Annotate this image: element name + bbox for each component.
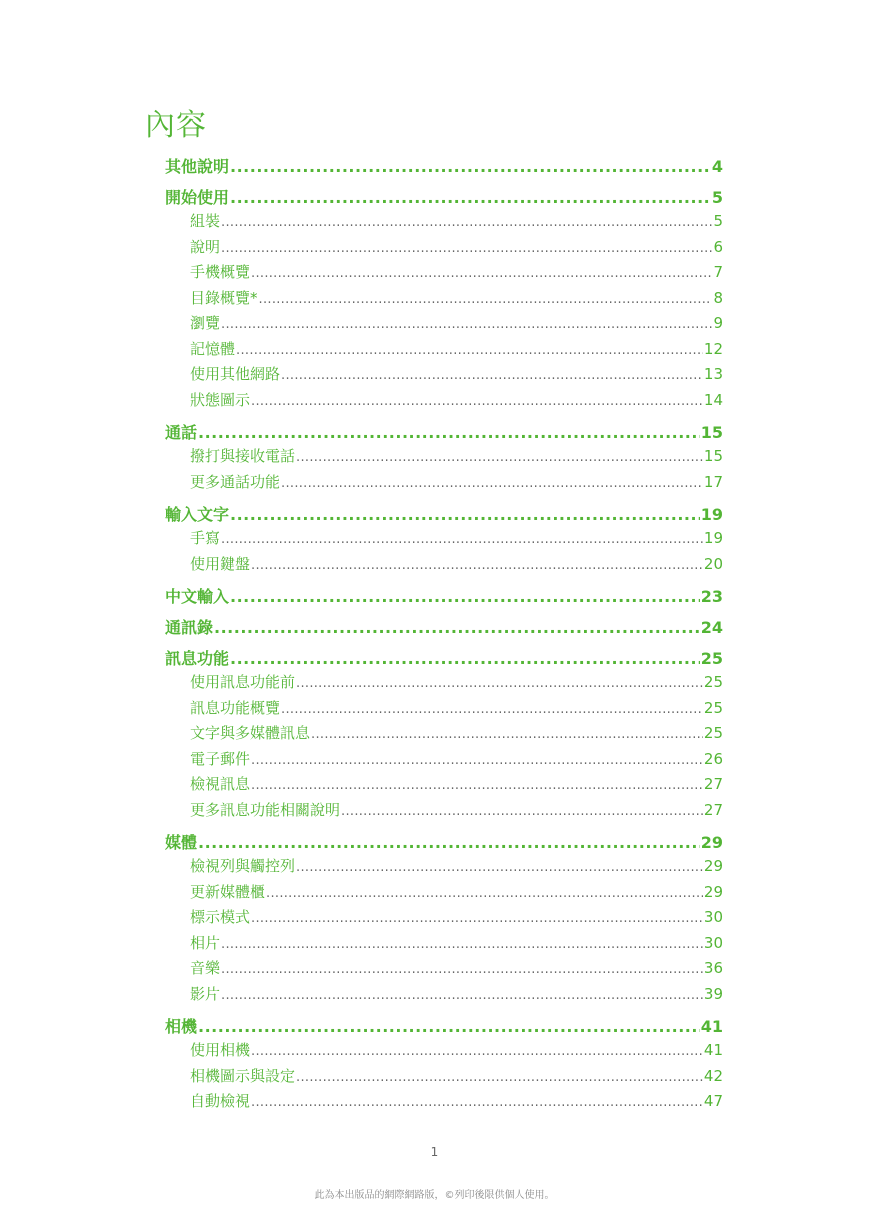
toc-subsection-entry[interactable]: [165, 748, 723, 774]
toc-section-entry[interactable]: [165, 1014, 723, 1039]
toc-subsection-title: 文字與多媒體訊息: [190, 724, 311, 742]
toc-subsection-page: 47: [703, 1092, 723, 1110]
toc-subsection-title: 使用訊息功能前: [190, 673, 296, 691]
toc-section-title: 開始使用: [165, 188, 230, 207]
toc-subsection-title: 更多通話功能: [190, 472, 281, 491]
toc-subsection-entry[interactable]: [165, 799, 723, 825]
toc-section-entry[interactable]: [165, 502, 723, 527]
dot-leader: [251, 1095, 703, 1110]
toc-subsection-title: 訊息功能概覽: [190, 698, 281, 717]
dot-leader: [251, 911, 703, 926]
dot-leader: [259, 292, 713, 307]
dot-leader: [198, 1017, 700, 1036]
toc-section-title: 相機: [165, 1017, 198, 1036]
toc-subsection-title: 影片: [190, 984, 221, 1003]
toc-section-page: 25: [700, 649, 723, 668]
toc-section-title: 通話: [165, 423, 198, 442]
toc-subsection-page: 39: [703, 984, 723, 1003]
toc-subsection-page: 36: [703, 959, 723, 977]
toc-subsection-page: 27: [703, 775, 723, 793]
toc-subsection-entry[interactable]: [165, 389, 723, 415]
toc-subsection-title: 更多訊息功能相關說明: [190, 800, 341, 819]
footer-note: 此為本出版品的網際網路版，©列印後限供個人使用。: [314, 1190, 555, 1201]
toc-section-entry[interactable]: [165, 420, 723, 445]
dot-leader: [214, 618, 700, 637]
toc-subsection-title: 記憶體: [190, 339, 236, 358]
dot-leader: [296, 676, 703, 691]
toc-subsection-title: 自動檢視: [190, 1092, 251, 1110]
toc-section-page: 19: [700, 505, 723, 524]
toc-subsection-page: 15: [703, 447, 723, 465]
dot-leader: [230, 505, 700, 524]
toc-subsection-entry[interactable]: [165, 697, 723, 723]
toc-subsection-entry[interactable]: [165, 671, 723, 697]
page-number: 1: [430, 1145, 439, 1159]
toc-subsection-entry[interactable]: [165, 236, 723, 262]
toc-subsection-entry[interactable]: [165, 1065, 723, 1091]
toc-section-page: 4: [711, 157, 723, 176]
toc-subsection-title: 瀏覽: [190, 314, 221, 332]
dot-leader: [230, 188, 711, 207]
toc-subsection-page: 12: [703, 339, 723, 358]
dot-leader: [266, 886, 703, 901]
toc-subsection-entry[interactable]: [165, 722, 723, 748]
toc-section-page: 23: [700, 587, 723, 606]
toc-subsection-title: 手寫: [190, 529, 221, 547]
dot-leader: [251, 778, 703, 793]
dot-leader: [251, 558, 703, 573]
toc-subsection-page: 13: [703, 365, 723, 383]
toc-section-title: 訊息功能: [165, 649, 230, 668]
toc-section-title: 其他說明: [165, 157, 230, 176]
toc-subsection-entry[interactable]: [165, 983, 723, 1009]
toc-subsection-entry[interactable]: [165, 471, 723, 497]
toc-subsection-title: 撥打與接收電話: [190, 447, 296, 465]
dot-leader: [251, 394, 703, 409]
dot-leader: [198, 423, 700, 442]
toc-subsection-title: 手機概覽: [190, 263, 251, 281]
toc-subsection-page: 41: [703, 1041, 723, 1059]
toc-subsection-page: 25: [703, 698, 723, 717]
dot-leader: [251, 753, 703, 768]
toc-subsection-entry[interactable]: [165, 363, 723, 389]
toc-subsection-entry[interactable]: [165, 855, 723, 881]
toc-subsection-page: 30: [703, 933, 723, 952]
toc-subsection-page: 29: [703, 857, 723, 875]
toc-section-page: 15: [700, 423, 723, 442]
dot-leader: [230, 587, 700, 606]
toc-subsection-page: 9: [713, 314, 723, 332]
toc-section-page: 24: [700, 618, 723, 637]
toc-subsection-title: 更新媒體櫃: [190, 882, 266, 901]
dot-leader: [230, 157, 711, 176]
toc-subsection-title: 使用其他網路: [190, 365, 281, 383]
dot-leader: [230, 649, 700, 668]
toc-subsection-title: 說明: [190, 237, 221, 256]
dot-leader: [311, 727, 703, 742]
dot-leader: [341, 804, 703, 819]
toc-section-page: 5: [711, 188, 723, 207]
toc-subsection-entry[interactable]: [165, 773, 723, 799]
toc-section-title: 中文輸入: [165, 587, 230, 606]
toc-subsection-page: 27: [703, 800, 723, 819]
toc-section-title: 媒體: [165, 833, 198, 852]
toc-subsection-page: 42: [703, 1066, 723, 1085]
toc-subsection-page: 19: [703, 529, 723, 547]
toc-section-entry[interactable]: [165, 646, 723, 671]
toc-section-entry[interactable]: [165, 185, 723, 210]
toc-subsection-entry[interactable]: [165, 957, 723, 983]
toc-subsection-title: 音樂: [190, 959, 221, 977]
dot-leader: [281, 702, 703, 717]
toc-subsection-entry[interactable]: [165, 1039, 723, 1065]
toc-subsection-entry[interactable]: [165, 906, 723, 932]
toc-subsection-entry[interactable]: [165, 210, 723, 236]
dot-leader: [221, 532, 703, 547]
toc-subsection-title: 相機圖示與設定: [190, 1066, 296, 1085]
toc-subsection-page: 5: [713, 212, 723, 230]
toc-subsection-title: 使用相機: [190, 1041, 251, 1059]
toc-subsection-entry[interactable]: [165, 287, 723, 313]
toc-subsection-entry[interactable]: [165, 881, 723, 907]
toc-section-page: 29: [700, 833, 723, 852]
toc-subsection-page: 7: [713, 263, 723, 281]
toc-subsection-entry[interactable]: [165, 312, 723, 338]
dot-leader: [296, 1070, 703, 1085]
toc-subsection-page: 25: [703, 724, 723, 742]
toc-section-entry[interactable]: [165, 615, 723, 640]
dot-leader: [221, 241, 712, 256]
dot-leader: [221, 215, 712, 230]
toc-section-entry[interactable]: [165, 830, 723, 855]
page-title: 內容: [145, 108, 207, 144]
dot-leader: [251, 1044, 703, 1059]
dot-leader: [281, 368, 703, 383]
dot-leader: [221, 988, 703, 1003]
toc-subsection-title: 相片: [190, 933, 221, 952]
table-of-contents: [165, 154, 723, 1116]
toc-subsection-entry[interactable]: [165, 1090, 723, 1116]
toc-subsection-title: 組裝: [190, 212, 221, 230]
toc-section-title: 輸入文字: [165, 505, 230, 524]
toc-subsection-entry[interactable]: [165, 527, 723, 553]
dot-leader: [281, 476, 703, 491]
toc-subsection-entry[interactable]: [165, 445, 723, 471]
toc-subsection-title: 檢視列與觸控列: [190, 857, 296, 875]
toc-subsection-page: 25: [703, 673, 723, 691]
toc-section-entry[interactable]: [165, 584, 723, 609]
dot-leader: [221, 317, 712, 332]
toc-subsection-page: 20: [703, 554, 723, 573]
dot-leader: [236, 343, 703, 358]
dot-leader: [221, 962, 703, 977]
toc-section-entry[interactable]: [165, 154, 723, 179]
toc-section-page: 41: [700, 1017, 723, 1036]
dot-leader: [251, 266, 712, 281]
toc-subsection-page: 6: [713, 237, 723, 256]
toc-subsection-page: 26: [703, 749, 723, 768]
toc-subsection-title: 檢視訊息: [190, 775, 251, 793]
toc-subsection-title: 使用鍵盤: [190, 554, 251, 573]
toc-subsection-title: 目錄概覽*: [190, 288, 258, 307]
dot-leader: [296, 450, 703, 465]
toc-subsection-entry[interactable]: [165, 261, 723, 287]
toc-subsection-entry[interactable]: [165, 932, 723, 958]
toc-subsection-title: 狀態圖示: [190, 390, 251, 409]
dot-leader: [221, 937, 703, 952]
toc-subsection-entry[interactable]: [165, 553, 723, 579]
toc-subsection-page: 30: [703, 908, 723, 926]
toc-subsection-title: 標示模式: [190, 908, 251, 926]
toc-subsection-title: 電子郵件: [190, 749, 251, 768]
dot-leader: [198, 833, 700, 852]
toc-section-title: 通訊錄: [165, 618, 214, 637]
toc-subsection-page: 14: [703, 390, 723, 409]
toc-subsection-page: 29: [703, 882, 723, 901]
toc-subsection-page: 17: [703, 472, 723, 491]
dot-leader: [296, 860, 703, 875]
toc-subsection-entry[interactable]: [165, 338, 723, 364]
toc-subsection-page: 8: [713, 288, 723, 307]
